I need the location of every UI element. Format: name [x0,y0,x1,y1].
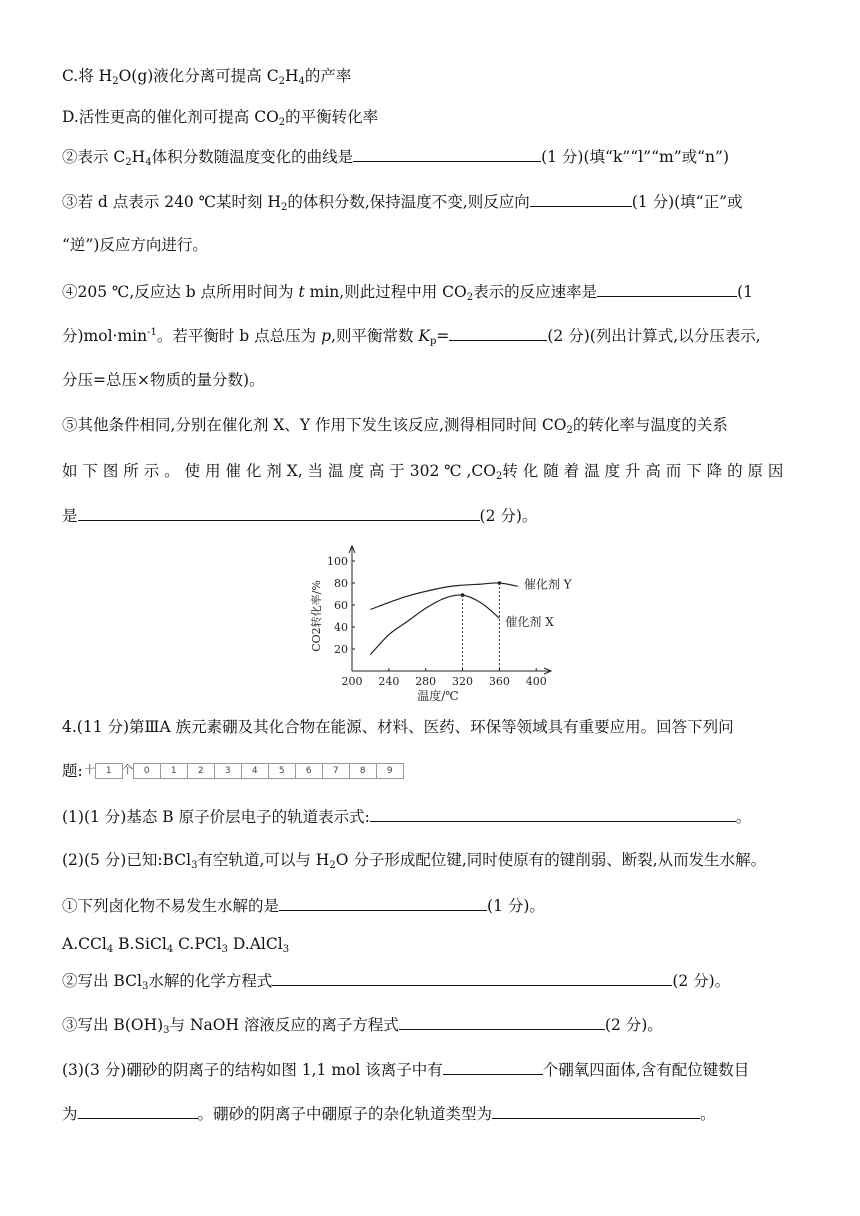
sub-question-5: ⑤其他条件相同,分别在催化剂 X、Y 作用下发生该反应,测得相同时间 $CO_2$的转化率与温度的关系 [62,416,728,436]
sub-question-4-line2: 分)$mol\cdot\min^{-1}$。若平衡时 b 点总压为 p,则平衡常数 $K_p= (2$ 分)(列出计算式,以分压表示, [62,327,761,347]
digit-grid-cell[interactable]: 6 [295,763,323,779]
answer-blank[interactable] [492,1103,700,1119]
digit-grid-cell[interactable]: 3 [214,763,242,779]
x-tick-label: 320 [452,675,474,688]
part-2: (2)(5 分)已知:BCl$_3$有空轨道,可以与 $H_2O$ 分子形成配位键,同时使原有的键削弱、断裂,从而发生水解。 [62,851,767,871]
option-c: C.将 $H_2O(g)$液化分离可提高 $C_2H_4$的产率 [62,67,352,87]
digit-grid-cell[interactable]: 0 [133,763,161,779]
sub-question-4-line3: 分压=总压×物质的量分数)。 [62,371,265,389]
peak-point [498,581,502,585]
part-1: (1)(1 分)基态 B 原子价层电子的轨道表示式: 。 [62,808,752,826]
legend-label-catalyst-x: 催化剂 X [505,615,554,630]
answer-blank[interactable] [272,970,672,986]
y-axis-label: CO2转化率/% [310,580,323,652]
y-tick-label: 80 [334,577,348,590]
digit-grid-cell[interactable]: 5 [268,763,296,779]
digit-grid-cell[interactable]: 个 [122,763,134,776]
digit-grid[interactable] [85,763,404,779]
y-tick-label: 20 [334,643,348,656]
answer-blank[interactable] [399,1014,605,1030]
answer-blank[interactable] [353,146,541,162]
digit-grid-cell[interactable]: 十 [84,763,96,776]
x-tick-label: 360 [488,675,510,688]
sub-question-5-line3: 是 (2 分)。 [62,507,538,525]
digit-grid-cell[interactable]: 9 [376,763,404,779]
answer-blank[interactable] [279,895,487,911]
digit-grid-cell[interactable]: 2 [187,763,215,779]
sub-question-2: ②表示 $C_2H_4$体积分数随温度变化的曲线是 (1 分)(填“k”“l”“m”或“n”) [62,148,729,168]
part-3-cont: 为 。硼砂的阴离子中硼原子的杂化轨道类型为 。 [62,1105,716,1123]
answer-blank[interactable] [443,1059,543,1075]
sub-question-3-cont: “逆”)反应方向进行。 [62,236,208,254]
y-tick-label: 60 [334,599,348,612]
option-d: D.活性更高的催化剂可提高 $CO_2$的平衡转化率 [62,108,379,128]
sub-question-5-line2: 如 下 图 所 示 。 使 用 催 化 剂 X, 当 温 度 高 于 302 ℃ $,CO_2$转 化 随 着 温 度 升 高 而 下 降 的 原 因 [62,462,784,482]
part-3: (3)(3 分)硼砂的阴离子的结构如图 1,1 mol 该离子中有 个硼氧四面体,含有配位键数目 [62,1061,750,1079]
part-2a: ①下列卤化物不易发生水解的是 (1 分)。 [62,897,545,915]
series-line-catalyst-y [370,583,517,609]
sub-question-4: ④205 ℃,反应达 b 点所用时间为 t min,则此过程中用 $CO_2$表示的反应速率是 (1 [62,283,754,303]
series-line-catalyst-x [370,595,499,655]
x-tick-label: 400 [525,675,547,688]
digit-grid-cell[interactable]: 7 [322,763,350,779]
y-tick-label: 100 [327,555,348,568]
answer-blank[interactable] [370,806,736,822]
answer-blank[interactable] [449,325,547,341]
x-axis-label: 温度/℃ [417,689,459,703]
options-list: A.CCl$_4$ B.SiCl$_4$ C.PCl$_3$ D.AlCl$_3$ [62,935,290,955]
answer-blank[interactable] [78,505,480,521]
question-4-header: 4.(11 分)第ⅢA 族元素硼及其化合物在能源、材料、医药、环保等领域具有重要应用。回答下列问 [62,718,734,736]
x-tick-label: 240 [378,675,400,688]
part-2b: ②写出 BCl$_3$水解的化学方程式 (2 分)。 [62,972,731,992]
digit-grid-cell[interactable]: 1 [95,763,123,779]
digit-grid-cell[interactable]: 4 [241,763,269,779]
x-tick-label: 200 [341,675,363,688]
sub-question-3: ③若 d 点表示 240 ℃某时刻 $H_2$的体积分数,保持温度不变,则反应向 (1 分)(填“正”或 [62,193,743,213]
part-2c: ③写出 $B(OH)_3$与 NaOH 溶液反应的离子方程式 (2 分)。 [62,1016,663,1036]
answer-blank[interactable] [78,1103,198,1119]
answer-blank[interactable] [530,191,632,207]
y-tick-label: 40 [334,621,348,634]
digit-grid-cell[interactable]: 1 [160,763,188,779]
co2-conversion-chart [300,545,572,703]
answer-blank[interactable] [597,281,737,297]
x-tick-label: 280 [415,675,437,688]
legend-label-catalyst-y: 催化剂 Y [523,577,572,592]
digit-grid-cell[interactable]: 8 [349,763,377,779]
peak-point [461,593,465,597]
question-4-header-cont: 题: 十 1 个 0 1 2 3 4 5 6 7 8 9 [62,761,404,781]
